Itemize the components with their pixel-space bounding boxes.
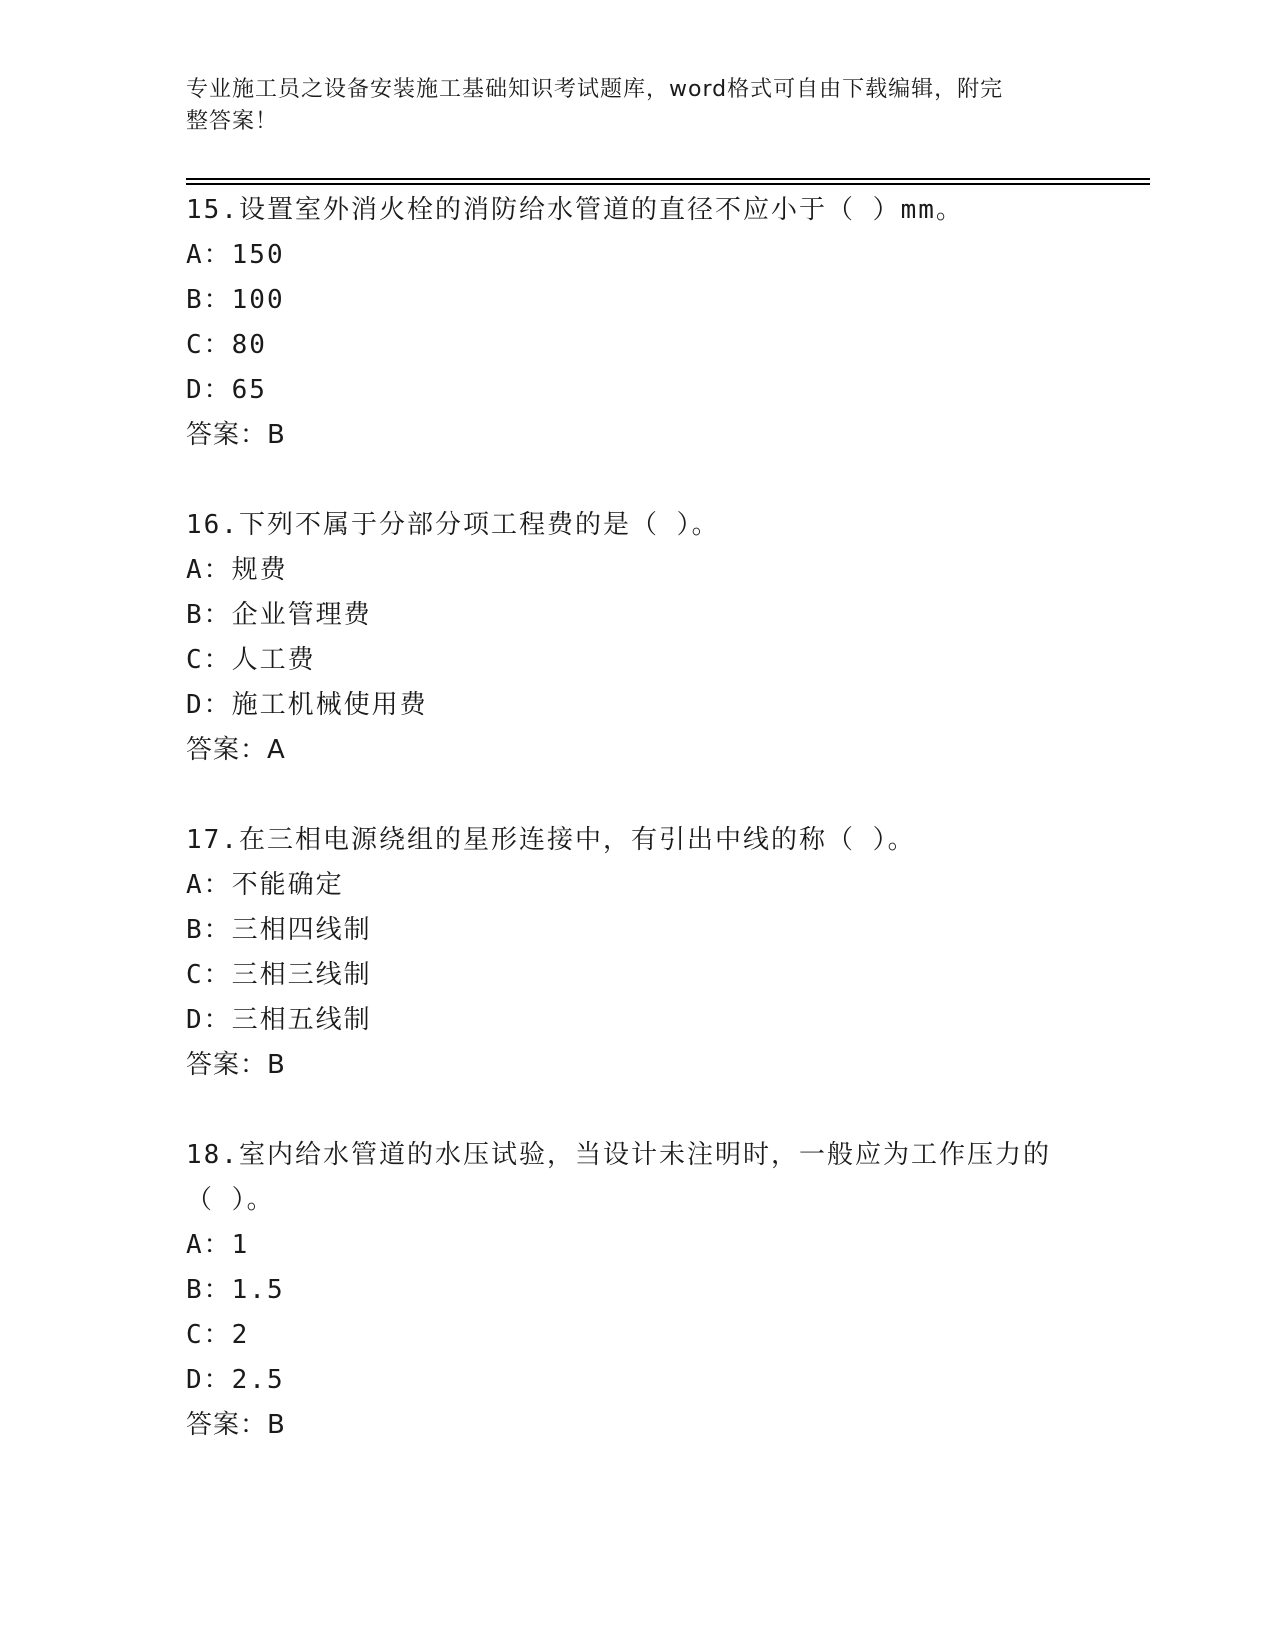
question-16-option-d: D：施工机械使用费	[186, 690, 428, 720]
question-17-option-a: A：不能确定	[186, 870, 344, 900]
question-18-answer: 答案：B	[186, 1410, 286, 1440]
question-15-option-c: C：80	[186, 330, 267, 360]
question-17-option-d: D：三相五线制	[186, 1005, 372, 1035]
header-divider-top	[186, 178, 1150, 180]
question-15-option-b: B：100	[186, 285, 285, 315]
header-divider-bottom	[186, 183, 1150, 185]
question-16-option-b: B：企业管理费	[186, 600, 372, 630]
question-18-option-d: D：2.5	[186, 1365, 285, 1395]
header-line-2: 整答案！	[186, 109, 279, 134]
question-15-option-d: D：65	[186, 375, 267, 405]
question-16-option-a: A：规费	[186, 555, 288, 585]
question-18-option-c: C：2	[186, 1320, 250, 1350]
header-line-1: 专业施工员之设备安装施工基础知识考试题库，word格式可自由下载编辑，附完	[186, 77, 1004, 102]
question-15-stem: 15.设置室外消火栓的消防给水管道的直径不应小于（ ）mm。	[186, 195, 964, 225]
document-header	[186, 74, 1066, 138]
question-17-answer: 答案：B	[186, 1050, 286, 1080]
question-16-answer: 答案：A	[186, 735, 286, 765]
question-17-option-c: C：三相三线制	[186, 960, 372, 990]
question-17-stem: 17.在三相电源绕组的星形连接中，有引出中线的称（ ）。	[186, 825, 916, 855]
question-16-option-c: C：人工费	[186, 645, 316, 675]
question-15-option-a: A：150	[186, 240, 285, 270]
question-17-option-b: B：三相四线制	[186, 915, 372, 945]
question-18-stem: 18.室内给水管道的水压试验，当设计未注明时，一般应为工作压力的	[186, 1140, 1051, 1170]
question-15-answer: 答案：B	[186, 420, 286, 450]
question-16-stem: 16.下列不属于分部分项工程费的是（ ）。	[186, 510, 720, 540]
question-18-option-a: A：1	[186, 1230, 250, 1260]
question-18-option-b: B：1.5	[186, 1275, 285, 1305]
question-18-stem-continued: （ ）。	[186, 1185, 275, 1215]
